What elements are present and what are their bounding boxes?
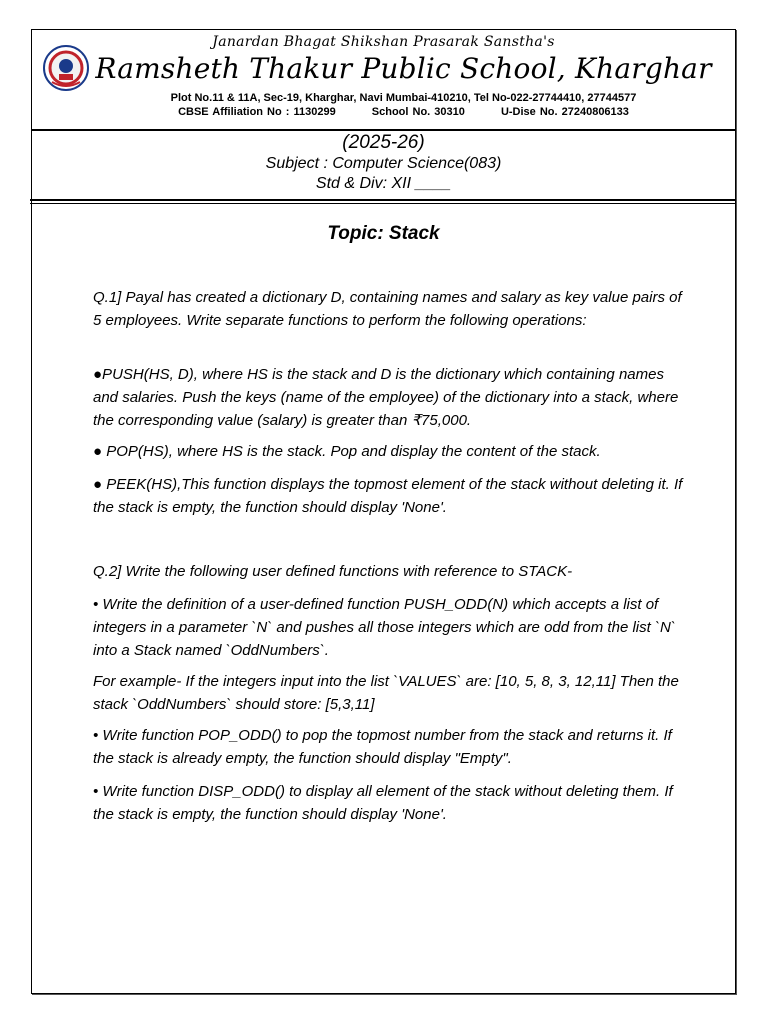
q1-peek: ● PEEK(HS),This function displays the topmost element of the stack without deleting it. If the stack is empty, the function should display 'None'.: [93, 476, 683, 516]
q1-intro: Q.1] Payal has created a dictionary D, containing names and salary as key value pairs of 5 employees. Write separate functions to perform the following operations:: [93, 289, 682, 329]
academic-year: (2025-26): [342, 132, 425, 153]
q2-push-odd: • Write the definition of a user-defined function PUSH_ODD(N) which accepts a list of integers in a parameter `N` and pushes all those integers which are odd from the list `N` into a Stack named `OddNumbers`.: [93, 596, 676, 659]
school-name: Ramsheth Thakur Public School, Kharghar: [95, 52, 712, 85]
q2-disp-odd: • Write function DISP_ODD() to display all element of the stack without deleting them. If the stack is empty, the function should display 'None'.: [93, 783, 673, 823]
subject-line: Subject : Computer Science(083): [265, 155, 502, 172]
school-header: [32, 30, 735, 131]
cbse-affiliation: CBSE Affiliation No : 1130299: [178, 106, 336, 118]
q1-push: ●PUSH(HS, D), where HS is the stack and D is the dictionary which containing names and salaries. Push the keys (name of the employee) of the dictionary into a stack, where the corresponding value (salary) is greater than ₹75,000.: [93, 366, 679, 429]
q2-intro: Q.2] Write the following user defined functions with reference to STACK-: [93, 563, 573, 580]
std-div-line: Std & Div: XII ____: [315, 175, 452, 192]
topic-title: Topic: Stack: [327, 223, 440, 244]
header-divider: [30, 199, 735, 201]
q2-example: For example- If the integers input into the list `VALUES` are: [10, 5, 8, 3, 12,11] Then the stack `OddNumbers` should store: [5,3,11]: [93, 673, 679, 713]
subject-header: [32, 131, 735, 199]
trust-name: Janardan Bhagat Shikshan Prasarak Sanstha's: [212, 34, 555, 50]
school-number: School No. 30310: [371, 106, 465, 118]
affiliation-line: [72, 106, 735, 118]
header-divider-thin: [30, 203, 735, 204]
q1-pop: ● POP(HS), where HS is the stack. Pop and display the content of the stack.: [93, 443, 601, 460]
udise-number: U-Dise No. 27240806133: [500, 106, 629, 118]
school-address: Plot No.11 & 11A, Sec-19, Kharghar, Navi Mumbai-410210, Tel No-022-27744410, 27744577: [170, 92, 637, 104]
page-border: [31, 29, 736, 994]
q2-pop-odd: • Write function POP_ODD() to pop the topmost number from the stack and returns it. If the stack is already empty, the function should display "Empty".: [93, 727, 672, 767]
